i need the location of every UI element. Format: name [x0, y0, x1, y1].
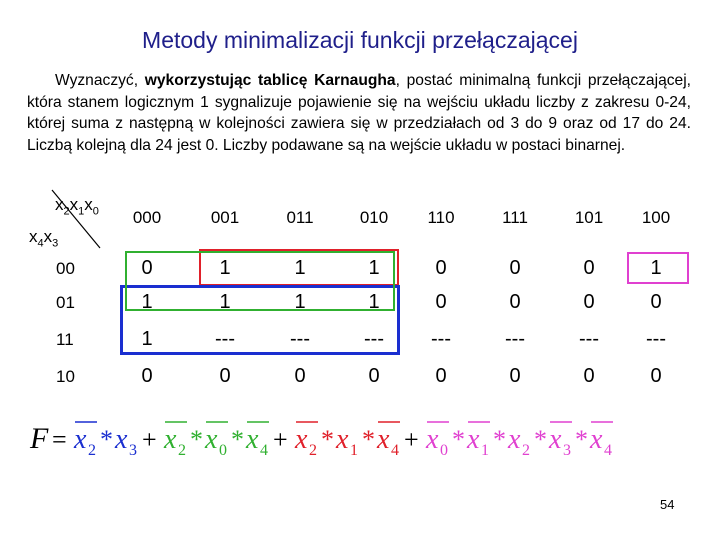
formula-F: F — [30, 422, 49, 455]
formula-times: * — [190, 425, 203, 454]
kmap-cell: --- — [505, 328, 525, 350]
kmap-cell: 0 — [219, 365, 231, 387]
kmap-cell: 0 — [435, 257, 447, 279]
kmap-cell: 1 — [368, 257, 380, 279]
page-number: 54 — [660, 497, 675, 512]
kmap-cell: 0 — [509, 291, 521, 313]
formula-times: * — [231, 425, 244, 454]
group-magenta — [627, 252, 689, 284]
formula-subscript: 3 — [129, 442, 137, 459]
kmap-cell: 1 — [294, 257, 306, 279]
formula-var: x — [377, 424, 390, 455]
kmap-corner-top: $x_2x_1x_0$ — [55, 195, 99, 218]
formula-subscript: 0 — [219, 442, 227, 459]
formula-subscript: 2 — [88, 442, 96, 459]
formula-times: * — [362, 425, 375, 454]
kmap-cell: 1 — [141, 328, 153, 350]
formula-var: x — [164, 424, 177, 455]
kmap-corner-bottom: $x_4x_3$ — [29, 227, 59, 250]
formula-plus: + — [142, 425, 157, 454]
kmap-col-header: 111 — [502, 208, 528, 227]
formula-var: x — [549, 424, 562, 455]
kmap-cell: 0 — [509, 257, 521, 279]
formula-times: * — [575, 425, 588, 454]
formula-var: x — [115, 424, 128, 455]
kmap-cell: --- — [646, 328, 666, 350]
formula-subscript: 3 — [563, 442, 571, 459]
formula-var: x — [336, 424, 349, 455]
formula-subscript: 4 — [260, 442, 268, 459]
formula-subscript: 1 — [481, 442, 489, 459]
formula-subscript: 4 — [391, 442, 399, 459]
formula-subscript: 2 — [522, 442, 530, 459]
formula-subscript: 4 — [604, 442, 612, 459]
kmap-cell: 0 — [583, 291, 595, 313]
group-green — [125, 251, 395, 311]
formula-plus: + — [404, 425, 419, 454]
kmap-row-header: 01 — [56, 293, 75, 312]
formula-times: * — [534, 425, 547, 454]
kmap-col-header: 001 — [210, 208, 240, 227]
para-part1: Wyznaczyć, — [55, 72, 145, 89]
formula-var: x — [426, 424, 439, 455]
kmap-col-header: 101 — [574, 208, 604, 227]
kmap-cell: 1 — [368, 291, 380, 313]
formula-subscript: 2 — [178, 442, 186, 459]
formula-times: * — [321, 425, 334, 454]
kmap-cell: 1 — [141, 291, 153, 313]
kmap-cell: 0 — [583, 365, 595, 387]
minimal-formula — [28, 412, 698, 462]
formula-subscript: 0 — [440, 442, 448, 459]
kmap-cell: 0 — [509, 365, 521, 387]
kmap-row-header: 00 — [56, 259, 75, 278]
formula-var: x — [508, 424, 521, 455]
kmap-cell: 0 — [141, 365, 153, 387]
para-part2: , postać minimalną funkcji przełączającej, która stanem logicznym 1 sygnalizuje pojawienie się na wejściu układu liczby z zakresu 0-24, której suma z następną w kolejności zawiera się w przedziałach od 3 do 9 oraz od 17 do 24. Liczbą kolejną dla 24 jest 0. Liczby podawane są na wejście układu w postaci binarnej. — [27, 72, 692, 154]
formula-times: * — [493, 425, 506, 454]
kmap-cell: 1 — [219, 291, 231, 313]
kmap-cell: 0 — [435, 291, 447, 313]
kmap-cell: 0 — [650, 365, 662, 387]
slide-title: Metody minimalizacji funkcji przełączającej — [142, 27, 578, 53]
kmap-cell: --- — [290, 328, 310, 350]
kmap-col-header: 000 — [132, 208, 162, 227]
formula-var: x — [467, 424, 480, 455]
kmap-cell: 1 — [650, 257, 662, 279]
formula-var: x — [74, 424, 87, 455]
kmap-col-header: 011 — [286, 208, 314, 227]
kmap-col-header: 110 — [427, 208, 455, 227]
formula-var: x — [205, 424, 218, 455]
formula-var: x — [295, 424, 308, 455]
kmap-cell: 1 — [294, 291, 306, 313]
kmap-cell: --- — [431, 328, 451, 350]
formula-plus: + — [273, 425, 288, 454]
kmap-cell: --- — [579, 328, 599, 350]
kmap-row-header: 11 — [56, 330, 74, 349]
kmap-cell: 1 — [219, 257, 231, 279]
kmap-col-header: 010 — [359, 208, 389, 227]
kmap-cell: --- — [215, 328, 235, 350]
kmap-cell: 0 — [294, 365, 306, 387]
formula-times: * — [100, 425, 113, 454]
formula-var: x — [246, 424, 259, 455]
kmap-cell: --- — [364, 328, 384, 350]
kmap-cell: 0 — [141, 257, 153, 279]
kmap-col-header: 100 — [641, 208, 671, 227]
kmap-row-header: 10 — [56, 367, 75, 386]
formula-subscript: 2 — [309, 442, 317, 459]
kmap-cell: 0 — [650, 291, 662, 313]
formula-equals: = — [52, 425, 67, 454]
formula-var: x — [590, 424, 603, 455]
formula-subscript: 1 — [350, 442, 358, 459]
kmap-cell: 0 — [583, 257, 595, 279]
para-bold: wykorzystując tablicę Karnaugha — [144, 72, 396, 89]
kmap-cell: 0 — [435, 365, 447, 387]
formula-times: * — [452, 425, 465, 454]
kmap-cell: 0 — [368, 365, 380, 387]
